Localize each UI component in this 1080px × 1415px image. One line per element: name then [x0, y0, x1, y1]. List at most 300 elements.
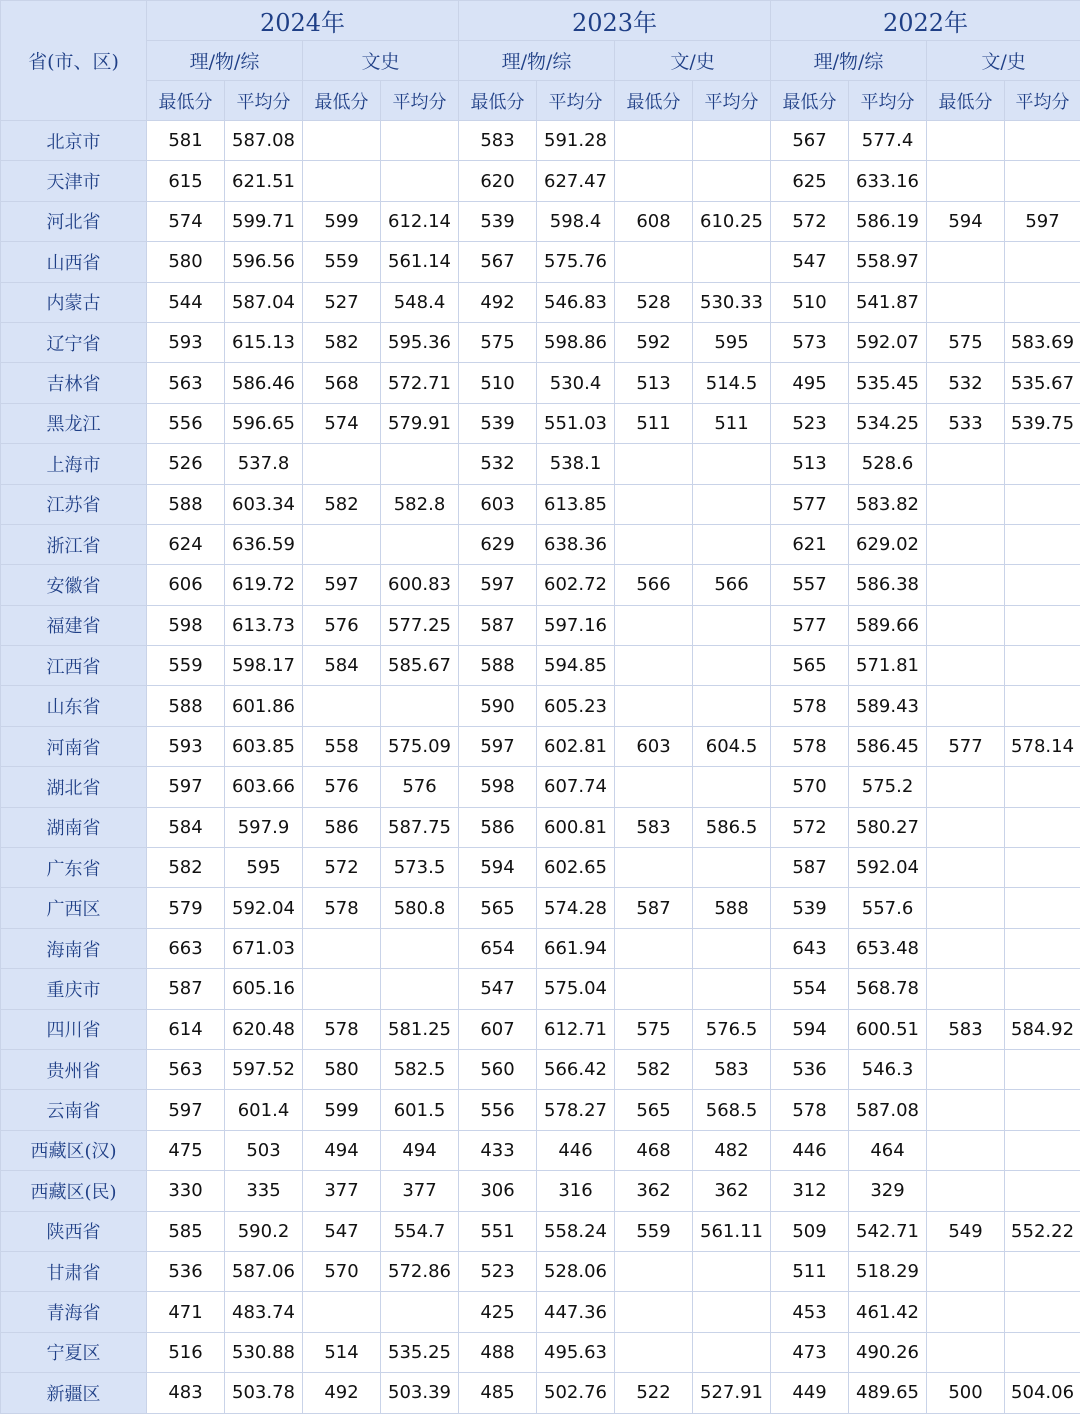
- avg-score-cell: [1005, 848, 1080, 888]
- avg-score-header: 平均分: [693, 81, 771, 121]
- min-score-cell: 606: [147, 565, 225, 605]
- avg-score-cell: 329: [849, 1171, 927, 1211]
- table-row: [1, 807, 1080, 847]
- min-score-cell: 577: [927, 726, 1005, 766]
- min-score-cell: 563: [147, 363, 225, 403]
- min-score-cell: 575: [615, 1009, 693, 1049]
- avg-score-cell: 584.92: [1005, 1009, 1080, 1049]
- avg-score-cell: 602.72: [537, 565, 615, 605]
- table-row: [1, 161, 1080, 201]
- avg-score-cell: 591.28: [537, 121, 615, 161]
- min-score-cell: 654: [459, 928, 537, 968]
- table-row: [1, 1171, 1080, 1211]
- avg-score-cell: 595: [225, 848, 303, 888]
- min-score-cell: 495: [771, 363, 849, 403]
- avg-score-cell: 514.5: [693, 363, 771, 403]
- avg-score-cell: 446: [537, 1130, 615, 1170]
- min-score-cell: 578: [771, 1090, 849, 1130]
- avg-score-cell: [381, 121, 459, 161]
- min-score-cell: 536: [771, 1049, 849, 1089]
- avg-score-cell: 590.2: [225, 1211, 303, 1251]
- avg-score-cell: 602.65: [537, 848, 615, 888]
- avg-score-cell: 583.69: [1005, 322, 1080, 362]
- min-score-cell: 449: [771, 1373, 849, 1413]
- province-cell: 江西省: [1, 646, 147, 686]
- avg-score-cell: 596.56: [225, 242, 303, 282]
- min-score-cell: 468: [615, 1130, 693, 1170]
- avg-score-cell: 489.65: [849, 1373, 927, 1413]
- avg-score-cell: 586.5: [693, 807, 771, 847]
- min-score-cell: [615, 646, 693, 686]
- table-row: [1, 1332, 1080, 1372]
- avg-score-cell: 582.8: [381, 484, 459, 524]
- table-header: [1, 1, 1080, 121]
- min-score-cell: 598: [147, 605, 225, 645]
- avg-score-cell: 551.03: [537, 403, 615, 443]
- min-score-header: 最低分: [927, 81, 1005, 121]
- province-cell: 安徽省: [1, 565, 147, 605]
- min-score-cell: 532: [927, 363, 1005, 403]
- min-score-cell: 614: [147, 1009, 225, 1049]
- min-score-cell: [927, 1251, 1005, 1291]
- avg-score-cell: 537.8: [225, 444, 303, 484]
- avg-score-cell: 595.36: [381, 322, 459, 362]
- avg-score-cell: 596.65: [225, 403, 303, 443]
- avg-score-cell: [381, 444, 459, 484]
- avg-score-cell: 482: [693, 1130, 771, 1170]
- avg-score-cell: 607.74: [537, 767, 615, 807]
- avg-score-cell: [381, 524, 459, 564]
- min-score-cell: 588: [147, 686, 225, 726]
- avg-score-cell: 592.07: [849, 322, 927, 362]
- min-score-cell: 574: [147, 201, 225, 241]
- avg-score-cell: 604.5: [693, 726, 771, 766]
- avg-score-cell: 636.59: [225, 524, 303, 564]
- min-score-cell: 509: [771, 1211, 849, 1251]
- avg-score-cell: 490.26: [849, 1332, 927, 1372]
- table-row: [1, 242, 1080, 282]
- min-score-cell: 433: [459, 1130, 537, 1170]
- avg-score-cell: [381, 686, 459, 726]
- min-score-cell: [303, 1292, 381, 1332]
- avg-score-cell: 627.47: [537, 161, 615, 201]
- min-score-cell: [927, 484, 1005, 524]
- province-cell: 山东省: [1, 686, 147, 726]
- table-row: [1, 121, 1080, 161]
- province-header: 省(市、区): [1, 1, 147, 121]
- avg-score-cell: 527.91: [693, 1373, 771, 1413]
- min-score-cell: [927, 524, 1005, 564]
- avg-score-cell: 605.16: [225, 969, 303, 1009]
- min-score-cell: 559: [147, 646, 225, 686]
- min-score-cell: 362: [615, 1171, 693, 1211]
- avg-score-cell: [693, 1292, 771, 1332]
- avg-score-cell: 575.09: [381, 726, 459, 766]
- min-score-cell: 593: [147, 726, 225, 766]
- province-cell: 福建省: [1, 605, 147, 645]
- min-score-cell: 330: [147, 1171, 225, 1211]
- table-row: [1, 484, 1080, 524]
- min-score-cell: 586: [303, 807, 381, 847]
- avg-score-cell: 638.36: [537, 524, 615, 564]
- avg-score-cell: [381, 161, 459, 201]
- table-row: [1, 444, 1080, 484]
- avg-score-cell: [1005, 565, 1080, 605]
- province-cell: 海南省: [1, 928, 147, 968]
- avg-score-cell: 592.04: [225, 888, 303, 928]
- year-header: 2023年: [459, 1, 771, 41]
- category-header: 理/物/综: [771, 41, 927, 81]
- avg-score-cell: 583: [693, 1049, 771, 1089]
- min-score-cell: 608: [615, 201, 693, 241]
- min-score-cell: 603: [615, 726, 693, 766]
- avg-score-cell: 589.43: [849, 686, 927, 726]
- min-score-cell: 559: [615, 1211, 693, 1251]
- avg-score-cell: 503.78: [225, 1373, 303, 1413]
- avg-score-cell: 613.85: [537, 484, 615, 524]
- province-cell: 贵州省: [1, 1049, 147, 1089]
- avg-score-cell: [1005, 282, 1080, 322]
- avg-score-cell: 538.1: [537, 444, 615, 484]
- avg-score-header: 平均分: [537, 81, 615, 121]
- avg-score-cell: 612.14: [381, 201, 459, 241]
- avg-score-cell: [693, 686, 771, 726]
- avg-score-cell: 566: [693, 565, 771, 605]
- min-score-cell: [615, 605, 693, 645]
- avg-score-cell: 577.4: [849, 121, 927, 161]
- min-score-cell: 603: [459, 484, 537, 524]
- min-score-cell: 598: [459, 767, 537, 807]
- category-header: 文/史: [927, 41, 1080, 81]
- min-score-cell: 532: [459, 444, 537, 484]
- min-score-cell: 597: [147, 1090, 225, 1130]
- avg-score-cell: 535.45: [849, 363, 927, 403]
- avg-score-cell: [1005, 242, 1080, 282]
- min-score-cell: 425: [459, 1292, 537, 1332]
- avg-score-header: 平均分: [381, 81, 459, 121]
- min-score-cell: 306: [459, 1171, 537, 1211]
- avg-score-cell: [693, 484, 771, 524]
- min-score-header: 最低分: [147, 81, 225, 121]
- min-score-cell: 615: [147, 161, 225, 201]
- min-score-cell: [927, 1049, 1005, 1089]
- avg-score-cell: [1005, 1332, 1080, 1372]
- min-score-cell: [615, 767, 693, 807]
- table-row: [1, 201, 1080, 241]
- avg-score-cell: 587.08: [225, 121, 303, 161]
- min-score-cell: [927, 888, 1005, 928]
- avg-score-cell: 621.51: [225, 161, 303, 201]
- min-score-cell: 576: [303, 605, 381, 645]
- province-cell: 新疆区: [1, 1373, 147, 1413]
- avg-score-cell: 598.4: [537, 201, 615, 241]
- min-score-cell: [927, 444, 1005, 484]
- avg-score-cell: 580.27: [849, 807, 927, 847]
- min-score-cell: 566: [615, 565, 693, 605]
- avg-score-cell: 571.81: [849, 646, 927, 686]
- avg-score-cell: [1005, 646, 1080, 686]
- avg-score-cell: 518.29: [849, 1251, 927, 1291]
- avg-score-cell: 558.97: [849, 242, 927, 282]
- min-score-cell: [927, 1130, 1005, 1170]
- province-cell: 吉林省: [1, 363, 147, 403]
- avg-score-cell: 612.71: [537, 1009, 615, 1049]
- table-row: [1, 565, 1080, 605]
- province-cell: 上海市: [1, 444, 147, 484]
- avg-score-cell: [1005, 767, 1080, 807]
- avg-score-cell: 586.45: [849, 726, 927, 766]
- table-row: [1, 1373, 1080, 1413]
- min-score-cell: 453: [771, 1292, 849, 1332]
- min-score-cell: 473: [771, 1332, 849, 1372]
- table-row: [1, 646, 1080, 686]
- min-score-cell: 492: [303, 1373, 381, 1413]
- min-score-cell: [927, 565, 1005, 605]
- min-score-cell: 590: [459, 686, 537, 726]
- avg-score-cell: 587.04: [225, 282, 303, 322]
- min-score-cell: [303, 444, 381, 484]
- avg-score-cell: 561.11: [693, 1211, 771, 1251]
- avg-score-cell: 530.33: [693, 282, 771, 322]
- min-score-cell: [927, 121, 1005, 161]
- avg-score-cell: [693, 121, 771, 161]
- province-cell: 江苏省: [1, 484, 147, 524]
- avg-score-cell: 598.17: [225, 646, 303, 686]
- avg-score-cell: [1005, 969, 1080, 1009]
- min-score-cell: 583: [615, 807, 693, 847]
- min-score-cell: 599: [303, 1090, 381, 1130]
- avg-score-cell: 629.02: [849, 524, 927, 564]
- min-score-cell: 547: [303, 1211, 381, 1251]
- min-score-cell: 579: [147, 888, 225, 928]
- min-score-header: 最低分: [771, 81, 849, 121]
- min-score-cell: [303, 524, 381, 564]
- min-score-cell: 510: [771, 282, 849, 322]
- min-score-cell: 572: [771, 807, 849, 847]
- avg-score-cell: [1005, 1292, 1080, 1332]
- avg-score-cell: [693, 767, 771, 807]
- min-score-cell: [303, 686, 381, 726]
- avg-score-cell: 530.4: [537, 363, 615, 403]
- min-score-cell: 492: [459, 282, 537, 322]
- min-score-cell: 547: [771, 242, 849, 282]
- min-score-cell: 510: [459, 363, 537, 403]
- avg-score-cell: 585.67: [381, 646, 459, 686]
- min-score-cell: 643: [771, 928, 849, 968]
- avg-score-cell: 447.36: [537, 1292, 615, 1332]
- avg-score-cell: 528.06: [537, 1251, 615, 1291]
- min-score-cell: 539: [459, 403, 537, 443]
- avg-score-cell: 619.72: [225, 565, 303, 605]
- min-score-cell: 580: [303, 1049, 381, 1089]
- avg-score-cell: 576: [381, 767, 459, 807]
- min-score-cell: 485: [459, 1373, 537, 1413]
- min-score-cell: 621: [771, 524, 849, 564]
- avg-score-cell: 589.66: [849, 605, 927, 645]
- min-score-cell: [615, 484, 693, 524]
- avg-score-cell: [693, 524, 771, 564]
- table-row: [1, 282, 1080, 322]
- min-score-cell: [615, 686, 693, 726]
- avg-score-cell: 578.14: [1005, 726, 1080, 766]
- min-score-cell: 624: [147, 524, 225, 564]
- avg-score-cell: 546.3: [849, 1049, 927, 1089]
- min-score-cell: 577: [771, 484, 849, 524]
- avg-score-cell: [693, 928, 771, 968]
- avg-score-cell: 503.39: [381, 1373, 459, 1413]
- min-score-cell: 582: [303, 484, 381, 524]
- min-score-cell: 312: [771, 1171, 849, 1211]
- avg-score-cell: 494: [381, 1130, 459, 1170]
- min-score-cell: 533: [927, 403, 1005, 443]
- table-row: [1, 322, 1080, 362]
- avg-score-cell: [1005, 121, 1080, 161]
- avg-score-cell: 633.16: [849, 161, 927, 201]
- avg-score-cell: [693, 605, 771, 645]
- province-cell: 湖南省: [1, 807, 147, 847]
- avg-score-cell: [1005, 807, 1080, 847]
- min-score-cell: 556: [459, 1090, 537, 1130]
- min-score-cell: [927, 848, 1005, 888]
- min-score-cell: 582: [303, 322, 381, 362]
- avg-score-cell: 504.06: [1005, 1373, 1080, 1413]
- province-cell: 重庆市: [1, 969, 147, 1009]
- min-score-cell: 551: [459, 1211, 537, 1251]
- min-score-cell: 594: [927, 201, 1005, 241]
- avg-score-cell: 620.48: [225, 1009, 303, 1049]
- min-score-cell: 584: [303, 646, 381, 686]
- avg-score-cell: 503: [225, 1130, 303, 1170]
- min-score-cell: [615, 848, 693, 888]
- province-cell: 西藏区(民): [1, 1171, 147, 1211]
- avg-score-cell: 586.38: [849, 565, 927, 605]
- avg-score-cell: 575.04: [537, 969, 615, 1009]
- avg-score-cell: 568.78: [849, 969, 927, 1009]
- avg-score-cell: 568.5: [693, 1090, 771, 1130]
- min-score-cell: 539: [771, 888, 849, 928]
- table-row: [1, 726, 1080, 766]
- min-score-cell: 475: [147, 1130, 225, 1170]
- category-header: 文/史: [615, 41, 771, 81]
- min-score-cell: 578: [303, 888, 381, 928]
- min-score-cell: [615, 1251, 693, 1291]
- min-score-cell: [303, 121, 381, 161]
- avg-score-cell: 464: [849, 1130, 927, 1170]
- min-score-cell: 574: [303, 403, 381, 443]
- avg-score-cell: 576.5: [693, 1009, 771, 1049]
- avg-score-cell: 594.85: [537, 646, 615, 686]
- min-score-cell: 567: [771, 121, 849, 161]
- min-score-cell: 587: [771, 848, 849, 888]
- min-score-cell: 629: [459, 524, 537, 564]
- min-score-cell: [615, 161, 693, 201]
- avg-score-cell: [1005, 605, 1080, 645]
- avg-score-cell: 542.71: [849, 1211, 927, 1251]
- province-cell: 西藏区(汉): [1, 1130, 147, 1170]
- avg-score-cell: 502.76: [537, 1373, 615, 1413]
- avg-score-cell: 598.86: [537, 322, 615, 362]
- avg-score-cell: 582.5: [381, 1049, 459, 1089]
- min-score-cell: [927, 969, 1005, 1009]
- min-score-cell: 586: [459, 807, 537, 847]
- min-score-cell: 592: [615, 322, 693, 362]
- avg-score-cell: [693, 242, 771, 282]
- province-cell: 广东省: [1, 848, 147, 888]
- avg-score-cell: [1005, 161, 1080, 201]
- avg-score-cell: 661.94: [537, 928, 615, 968]
- min-score-cell: 565: [459, 888, 537, 928]
- avg-score-cell: [1005, 444, 1080, 484]
- avg-score-cell: 574.28: [537, 888, 615, 928]
- avg-score-cell: [693, 848, 771, 888]
- avg-score-cell: 572.71: [381, 363, 459, 403]
- min-score-cell: [927, 242, 1005, 282]
- table-row: [1, 767, 1080, 807]
- avg-score-cell: [693, 646, 771, 686]
- avg-score-cell: 495.63: [537, 1332, 615, 1372]
- table-row: [1, 524, 1080, 564]
- avg-score-cell: [693, 1251, 771, 1291]
- min-score-cell: 620: [459, 161, 537, 201]
- min-score-cell: [615, 524, 693, 564]
- avg-score-cell: 601.86: [225, 686, 303, 726]
- avg-score-cell: [1005, 888, 1080, 928]
- year-header: 2022年: [771, 1, 1080, 41]
- table-row: [1, 363, 1080, 403]
- avg-score-cell: [381, 928, 459, 968]
- min-score-cell: 568: [303, 363, 381, 403]
- min-score-header: 最低分: [615, 81, 693, 121]
- min-score-cell: 572: [303, 848, 381, 888]
- avg-score-cell: 554.7: [381, 1211, 459, 1251]
- province-cell: 北京市: [1, 121, 147, 161]
- province-cell: 广西区: [1, 888, 147, 928]
- min-score-cell: 563: [147, 1049, 225, 1089]
- province-cell: 天津市: [1, 161, 147, 201]
- min-score-cell: [615, 1332, 693, 1372]
- province-cell: 内蒙古: [1, 282, 147, 322]
- min-score-cell: 581: [147, 121, 225, 161]
- table-row: [1, 1211, 1080, 1251]
- avg-score-cell: [381, 969, 459, 1009]
- min-score-cell: 565: [771, 646, 849, 686]
- avg-score-cell: 587.08: [849, 1090, 927, 1130]
- min-score-cell: 597: [459, 565, 537, 605]
- avg-score-cell: 528.6: [849, 444, 927, 484]
- min-score-cell: 593: [147, 322, 225, 362]
- table-row: [1, 1130, 1080, 1170]
- avg-score-cell: 603.34: [225, 484, 303, 524]
- avg-score-cell: 588: [693, 888, 771, 928]
- min-score-cell: 587: [147, 969, 225, 1009]
- avg-score-cell: 592.04: [849, 848, 927, 888]
- min-score-cell: 578: [771, 686, 849, 726]
- province-cell: 山西省: [1, 242, 147, 282]
- category-header: 理/物/综: [459, 41, 615, 81]
- category-header: 文史: [303, 41, 459, 81]
- min-score-cell: [927, 1292, 1005, 1332]
- avg-score-cell: [693, 969, 771, 1009]
- min-score-cell: 377: [303, 1171, 381, 1211]
- min-score-cell: 554: [771, 969, 849, 1009]
- min-score-cell: 588: [147, 484, 225, 524]
- min-score-cell: 597: [147, 767, 225, 807]
- min-score-cell: 494: [303, 1130, 381, 1170]
- min-score-cell: 544: [147, 282, 225, 322]
- avg-score-cell: [693, 161, 771, 201]
- province-cell: 黑龙江: [1, 403, 147, 443]
- min-score-cell: 599: [303, 201, 381, 241]
